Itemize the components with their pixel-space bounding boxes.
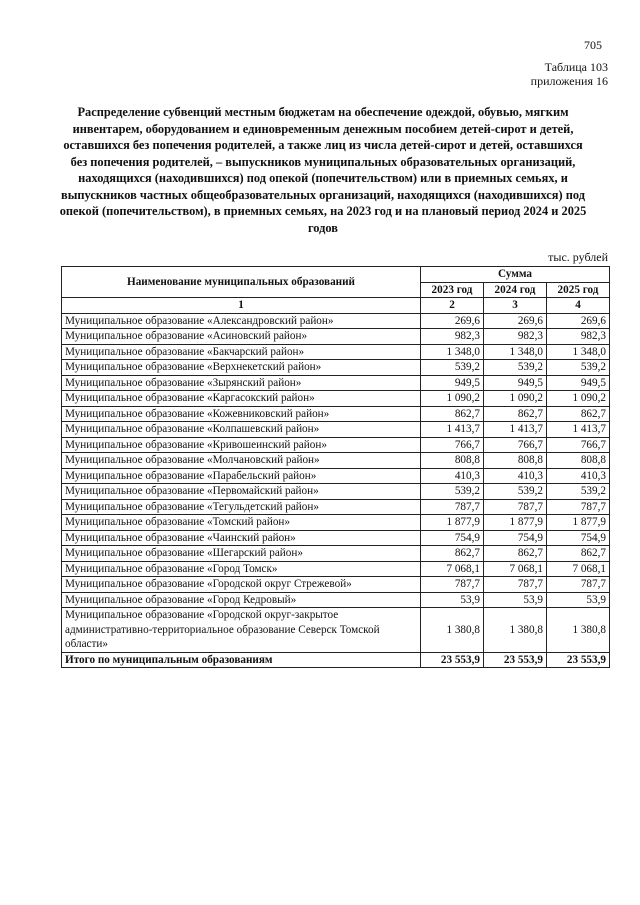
table-row xyxy=(62,344,610,360)
amount-2025: 1 348,0 xyxy=(547,344,610,360)
municipality-name: Муниципальное образование «Александровский район» xyxy=(62,313,421,329)
amount-2024: 1 413,7 xyxy=(484,422,547,438)
amount-2023: 808,8 xyxy=(421,453,484,469)
table-row xyxy=(62,484,610,500)
amount-2024: 787,7 xyxy=(484,499,547,515)
municipality-name: Муниципальное образование «Шегарский район» xyxy=(62,546,421,562)
total-label: Итого по муниципальным образованиям xyxy=(62,652,421,668)
amount-2023: 862,7 xyxy=(421,406,484,422)
amount-2024: 269,6 xyxy=(484,313,547,329)
amount-2023: 766,7 xyxy=(421,437,484,453)
amount-2025: 862,7 xyxy=(547,546,610,562)
subvention-table xyxy=(61,266,610,668)
amount-2023: 862,7 xyxy=(421,546,484,562)
amount-2025: 1 877,9 xyxy=(547,515,610,531)
column-number: 4 xyxy=(547,298,610,314)
amount-2024: 7 068,1 xyxy=(484,561,547,577)
amount-2025: 766,7 xyxy=(547,437,610,453)
amount-2024: 539,2 xyxy=(484,484,547,500)
table-row xyxy=(62,453,610,469)
municipality-name: Муниципальное образование «Асиновский район» xyxy=(62,329,421,345)
document-title: Распределение субвенций местным бюджетам на обеспечение одеждой, обувью, мягким инвентарем, оборудованием и единовременным денежным пособием детей-сирот и детей, оставшихся без попечения родителей, а также лиц из числа детей-сирот и детей, оставшихся без попечения родителей, – выпускников муниципальных образовательных организаций, находящихся (находившихся) под опекой (попечительством) или в приемных семьях, и выпускников частных общеобразовательных организаций, находящихся (находившихся) под опекой (попечительством), в приемных семьях, на 2023 год и на плановый период 2024 и 2025 годов xyxy=(59,105,587,235)
table-row xyxy=(62,499,610,515)
table-row xyxy=(62,329,610,345)
table-row xyxy=(62,546,610,562)
amount-2023: 754,9 xyxy=(421,530,484,546)
header-year-2023: 2023 год xyxy=(421,282,484,298)
total-row xyxy=(62,652,610,668)
amount-2024: 539,2 xyxy=(484,360,547,376)
table-row xyxy=(62,375,610,391)
amount-2025: 754,9 xyxy=(547,530,610,546)
amount-2024: 754,9 xyxy=(484,530,547,546)
amount-2024: 787,7 xyxy=(484,577,547,593)
amount-2025: 982,3 xyxy=(547,329,610,345)
amount-2024: 1 877,9 xyxy=(484,515,547,531)
header-name-column: Наименование муниципальных образований xyxy=(62,267,421,298)
table-row xyxy=(62,577,610,593)
amount-2024: 862,7 xyxy=(484,546,547,562)
amount-2023: 787,7 xyxy=(421,499,484,515)
amount-2024: 1 090,2 xyxy=(484,391,547,407)
table-row xyxy=(62,437,610,453)
amount-2023: 1 090,2 xyxy=(421,391,484,407)
amount-2024: 53,9 xyxy=(484,592,547,608)
table-row xyxy=(62,468,610,484)
amount-2024: 982,3 xyxy=(484,329,547,345)
amount-2025: 7 068,1 xyxy=(547,561,610,577)
amount-2023: 949,5 xyxy=(421,375,484,391)
municipality-name: Муниципальное образование «Верхнекетский район» xyxy=(62,360,421,376)
amount-2025: 1 380,8 xyxy=(547,608,610,653)
table-row xyxy=(62,515,610,531)
table-row xyxy=(62,592,610,608)
amount-2023: 1 413,7 xyxy=(421,422,484,438)
column-number: 1 xyxy=(62,298,421,314)
municipality-name: Муниципальное образование «Город Томск» xyxy=(62,561,421,577)
amount-2025: 269,6 xyxy=(547,313,610,329)
amount-2025: 1 413,7 xyxy=(547,422,610,438)
municipality-name: Муниципальное образование «Томский район» xyxy=(62,515,421,531)
amount-2024: 1 380,8 xyxy=(484,608,547,653)
municipality-name: Муниципальное образование «Молчановский район» xyxy=(62,453,421,469)
amount-2025: 539,2 xyxy=(547,360,610,376)
municipality-name: Муниципальное образование «Первомайский район» xyxy=(62,484,421,500)
amount-2023: 53,9 xyxy=(421,592,484,608)
table-body xyxy=(62,313,610,668)
amount-2025: 808,8 xyxy=(547,453,610,469)
table-row xyxy=(62,422,610,438)
header-sum: Сумма xyxy=(421,267,610,283)
table-number: Таблица 103 xyxy=(544,60,608,74)
table-row xyxy=(62,313,610,329)
amount-2025: 862,7 xyxy=(547,406,610,422)
total-amount-2024: 23 553,9 xyxy=(484,652,547,668)
amount-2025: 787,7 xyxy=(547,499,610,515)
table-row xyxy=(62,530,610,546)
amount-2025: 787,7 xyxy=(547,577,610,593)
municipality-name: Муниципальное образование «Парабельский район» xyxy=(62,468,421,484)
table-row xyxy=(62,360,610,376)
municipality-name: Муниципальное образование «Городской округ Стрежевой» xyxy=(62,577,421,593)
amount-2025: 949,5 xyxy=(547,375,610,391)
units-label: тыс. рублей xyxy=(548,250,608,264)
amount-2023: 539,2 xyxy=(421,484,484,500)
amount-2025: 53,9 xyxy=(547,592,610,608)
amount-2024: 410,3 xyxy=(484,468,547,484)
municipality-name: Муниципальное образование «Городской округ-закрытое административно-территориальное образование Северск Томской области» xyxy=(62,608,421,653)
amount-2024: 766,7 xyxy=(484,437,547,453)
page-number: 705 xyxy=(584,38,602,52)
amount-2023: 787,7 xyxy=(421,577,484,593)
table-row xyxy=(62,406,610,422)
amount-2023: 410,3 xyxy=(421,468,484,484)
municipality-name: Муниципальное образование «Бакчарский район» xyxy=(62,344,421,360)
amount-2024: 949,5 xyxy=(484,375,547,391)
amount-2025: 410,3 xyxy=(547,468,610,484)
table-row xyxy=(62,608,610,653)
municipality-name: Муниципальное образование «Зырянский район» xyxy=(62,375,421,391)
amount-2023: 269,6 xyxy=(421,313,484,329)
amount-2023: 1 348,0 xyxy=(421,344,484,360)
municipality-name: Муниципальное образование «Кожевниковский район» xyxy=(62,406,421,422)
total-amount-2025: 23 553,9 xyxy=(547,652,610,668)
header-year-2024: 2024 год xyxy=(484,282,547,298)
total-amount-2023: 23 553,9 xyxy=(421,652,484,668)
header-year-2025: 2025 год xyxy=(547,282,610,298)
municipality-name: Муниципальное образование «Колпашевский район» xyxy=(62,422,421,438)
amount-2023: 1 877,9 xyxy=(421,515,484,531)
amount-2025: 1 090,2 xyxy=(547,391,610,407)
table-row xyxy=(62,391,610,407)
amount-2025: 539,2 xyxy=(547,484,610,500)
amount-2023: 7 068,1 xyxy=(421,561,484,577)
appendix-number: приложения 16 xyxy=(530,74,608,88)
municipality-name: Муниципальное образование «Тегульдетский район» xyxy=(62,499,421,515)
municipality-name: Муниципальное образование «Кривошеинский район» xyxy=(62,437,421,453)
amount-2024: 808,8 xyxy=(484,453,547,469)
amount-2023: 539,2 xyxy=(421,360,484,376)
header-row xyxy=(62,267,610,283)
municipality-name: Муниципальное образование «Каргасокский район» xyxy=(62,391,421,407)
table-row xyxy=(62,561,610,577)
amount-2023: 982,3 xyxy=(421,329,484,345)
amount-2024: 1 348,0 xyxy=(484,344,547,360)
table-reference xyxy=(531,60,608,88)
amount-2023: 1 380,8 xyxy=(421,608,484,653)
amount-2024: 862,7 xyxy=(484,406,547,422)
column-number-row xyxy=(62,298,610,314)
column-number: 3 xyxy=(484,298,547,314)
municipality-name: Муниципальное образование «Чаинский район» xyxy=(62,530,421,546)
municipality-name: Муниципальное образование «Город Кедровый» xyxy=(62,592,421,608)
column-number: 2 xyxy=(421,298,484,314)
